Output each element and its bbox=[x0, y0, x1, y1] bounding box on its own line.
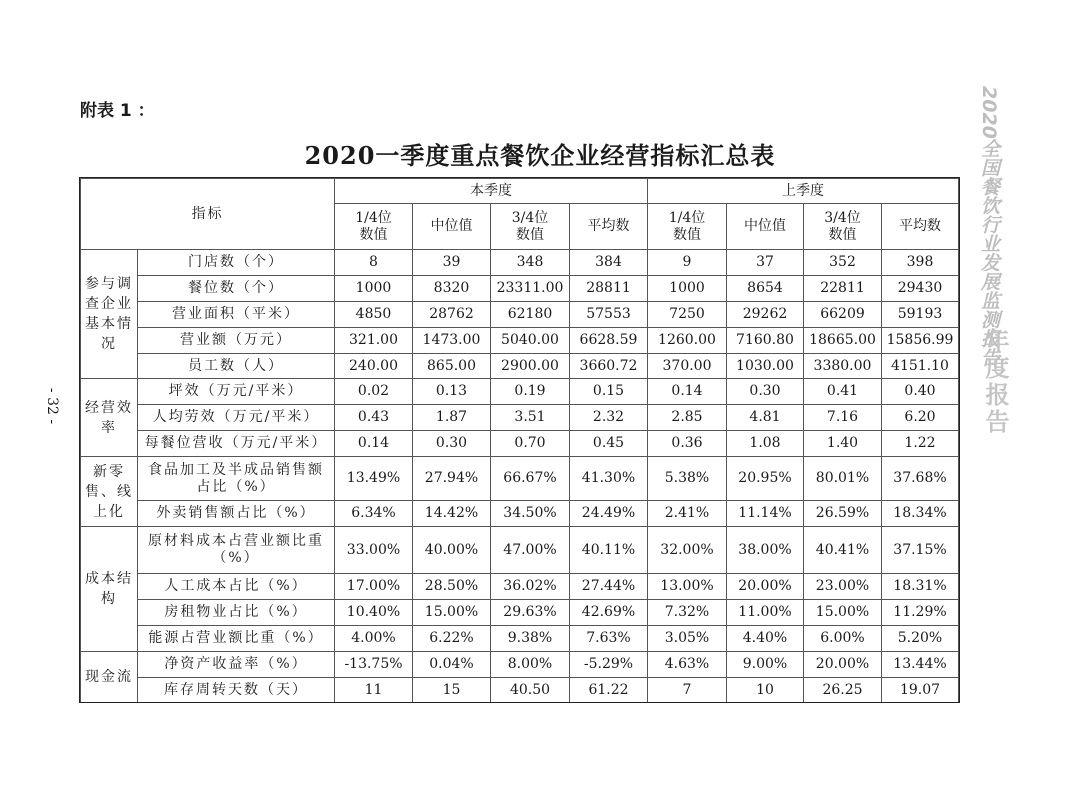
value-cell: 26.59% bbox=[804, 501, 882, 527]
value-cell: 29262 bbox=[727, 301, 804, 327]
value-cell: 2900.00 bbox=[491, 353, 570, 379]
value-cell: 28811 bbox=[570, 275, 648, 301]
value-cell: 22811 bbox=[804, 275, 882, 301]
table-title: 2020一季度重点餐饮企业经营指标汇总表 bbox=[304, 141, 776, 170]
page-number: - 32 - bbox=[44, 387, 61, 425]
value-cell: 348 bbox=[491, 250, 570, 276]
value-cell: 29.63% bbox=[491, 599, 570, 625]
value-cell: 29430 bbox=[882, 275, 959, 301]
table-row bbox=[81, 599, 959, 625]
value-cell: 1.87 bbox=[413, 405, 491, 431]
value-cell: 40.11% bbox=[570, 527, 648, 574]
value-cell: 1000 bbox=[335, 275, 413, 301]
column-subheader: 3/4位 数值 bbox=[804, 204, 882, 250]
value-cell: 865.00 bbox=[413, 353, 491, 379]
table-row bbox=[81, 501, 959, 527]
value-cell: 11.14% bbox=[727, 501, 804, 527]
column-subheader: 中位值 bbox=[413, 204, 491, 250]
value-cell: 62180 bbox=[491, 301, 570, 327]
value-cell: 23311.00 bbox=[491, 275, 570, 301]
value-cell: 0.15 bbox=[570, 379, 648, 405]
indicator-cell: 门店数（个） bbox=[138, 250, 335, 276]
side-banner-year: 年度报告 bbox=[981, 328, 1010, 436]
value-cell: 14.42% bbox=[413, 501, 491, 527]
appendix-label: 附表 1 ： bbox=[80, 101, 155, 121]
value-cell: 5.20% bbox=[882, 625, 959, 651]
table-row bbox=[81, 457, 959, 501]
column-subheader: 平均数 bbox=[570, 204, 648, 250]
table-row bbox=[81, 353, 959, 379]
value-cell: 8.00% bbox=[491, 651, 570, 677]
indicator-cell: 每餐位营收（万元/平米） bbox=[138, 431, 335, 457]
value-cell: 7.16 bbox=[804, 405, 882, 431]
value-cell: 8 bbox=[335, 250, 413, 276]
value-cell: 7 bbox=[648, 677, 727, 703]
indicator-cell: 坪效（万元/平米） bbox=[138, 379, 335, 405]
value-cell: 80.01% bbox=[804, 457, 882, 501]
indicator-cell: 营业面积（平米） bbox=[138, 301, 335, 327]
value-cell: 7250 bbox=[648, 301, 727, 327]
value-cell: -13.75% bbox=[335, 651, 413, 677]
value-cell: 3.51 bbox=[491, 405, 570, 431]
value-cell: 6.00% bbox=[804, 625, 882, 651]
category-cell: 现金流 bbox=[81, 651, 138, 703]
value-cell: 4151.10 bbox=[882, 353, 959, 379]
value-cell: 15 bbox=[413, 677, 491, 703]
value-cell: 4.81 bbox=[727, 405, 804, 431]
indicator-cell: 原材料成本占营业额比重 （%） bbox=[138, 527, 335, 574]
value-cell: 0.02 bbox=[335, 379, 413, 405]
value-cell: 1000 bbox=[648, 275, 727, 301]
indicator-cell: 营业额（万元） bbox=[138, 327, 335, 353]
indicator-cell: 员工数（人） bbox=[138, 353, 335, 379]
current-quarter-header: 本季度 bbox=[335, 179, 648, 204]
value-cell: 40.41% bbox=[804, 527, 882, 574]
indicator-cell: 人工成本占比（%） bbox=[138, 574, 335, 600]
column-subheader: 1/4位 数值 bbox=[648, 204, 727, 250]
indicator-cell: 库存周转天数（天） bbox=[138, 677, 335, 703]
value-cell: 0.30 bbox=[727, 379, 804, 405]
side-banner-text: 2020全国餐饮行业发展监测报告 bbox=[978, 86, 1000, 367]
value-cell: 57553 bbox=[570, 301, 648, 327]
value-cell: 384 bbox=[570, 250, 648, 276]
column-subheader: 1/4位 数值 bbox=[335, 204, 413, 250]
value-cell: 15.00% bbox=[804, 599, 882, 625]
value-cell: 27.44% bbox=[570, 574, 648, 600]
value-cell: 18665.00 bbox=[804, 327, 882, 353]
indicator-cell: 外卖销售额占比（%） bbox=[138, 501, 335, 527]
table-row bbox=[81, 431, 959, 457]
value-cell: 6.20 bbox=[882, 405, 959, 431]
table-row bbox=[81, 327, 959, 353]
indicator-cell: 食品加工及半成品销售额 占比（%） bbox=[138, 457, 335, 501]
value-cell: 40.00% bbox=[413, 527, 491, 574]
value-cell: 37.15% bbox=[882, 527, 959, 574]
value-cell: 0.04% bbox=[413, 651, 491, 677]
indicator-cell: 餐位数（个） bbox=[138, 275, 335, 301]
value-cell: 8654 bbox=[727, 275, 804, 301]
value-cell: 1.08 bbox=[727, 431, 804, 457]
value-cell: 1260.00 bbox=[648, 327, 727, 353]
table-row bbox=[81, 527, 959, 574]
table-row bbox=[81, 301, 959, 327]
value-cell: 0.30 bbox=[413, 431, 491, 457]
value-cell: 352 bbox=[804, 250, 882, 276]
table-row bbox=[81, 275, 959, 301]
value-cell: 20.95% bbox=[727, 457, 804, 501]
value-cell: 1.22 bbox=[882, 431, 959, 457]
value-cell: 41.30% bbox=[570, 457, 648, 501]
value-cell: 5.38% bbox=[648, 457, 727, 501]
table-row bbox=[81, 379, 959, 405]
value-cell: 1473.00 bbox=[413, 327, 491, 353]
indicator-header: 指标 bbox=[81, 179, 335, 250]
value-cell: 0.41 bbox=[804, 379, 882, 405]
category-cell: 成本结 构 bbox=[81, 527, 138, 652]
value-cell: 13.44% bbox=[882, 651, 959, 677]
value-cell: 19.07 bbox=[882, 677, 959, 703]
value-cell: 42.69% bbox=[570, 599, 648, 625]
value-cell: 13.00% bbox=[648, 574, 727, 600]
summary-table bbox=[80, 178, 959, 703]
indicator-cell: 能源占营业额比重（%） bbox=[138, 625, 335, 651]
value-cell: 0.13 bbox=[413, 379, 491, 405]
indicator-cell: 净资产收益率（%） bbox=[138, 651, 335, 677]
value-cell: 26.25 bbox=[804, 677, 882, 703]
value-cell: 0.70 bbox=[491, 431, 570, 457]
column-subheader: 3/4位 数值 bbox=[491, 204, 570, 250]
value-cell: 15856.99 bbox=[882, 327, 959, 353]
value-cell: 11.29% bbox=[882, 599, 959, 625]
value-cell: 1.40 bbox=[804, 431, 882, 457]
value-cell: 23.00% bbox=[804, 574, 882, 600]
value-cell: 2.32 bbox=[570, 405, 648, 431]
value-cell: 5040.00 bbox=[491, 327, 570, 353]
value-cell: 17.00% bbox=[335, 574, 413, 600]
table-row bbox=[81, 250, 959, 276]
value-cell: 59193 bbox=[882, 301, 959, 327]
value-cell: 37 bbox=[727, 250, 804, 276]
value-cell: 240.00 bbox=[335, 353, 413, 379]
value-cell: 66.67% bbox=[491, 457, 570, 501]
value-cell: 0.36 bbox=[648, 431, 727, 457]
value-cell: 28762 bbox=[413, 301, 491, 327]
value-cell: 20.00% bbox=[727, 574, 804, 600]
value-cell: 10 bbox=[727, 677, 804, 703]
value-cell: 7.63% bbox=[570, 625, 648, 651]
value-cell: 6628.59 bbox=[570, 327, 648, 353]
value-cell: 37.68% bbox=[882, 457, 959, 501]
category-cell: 参与调 查企业 基本情 况 bbox=[81, 250, 138, 379]
table-row bbox=[81, 574, 959, 600]
value-cell: 7.32% bbox=[648, 599, 727, 625]
value-cell: 2.85 bbox=[648, 405, 727, 431]
category-cell: 新零 售、线 上化 bbox=[81, 457, 138, 527]
value-cell: 39 bbox=[413, 250, 491, 276]
indicator-cell: 人均劳效（万元/平米） bbox=[138, 405, 335, 431]
value-cell: 0.43 bbox=[335, 405, 413, 431]
value-cell: 36.02% bbox=[491, 574, 570, 600]
value-cell: 34.50% bbox=[491, 501, 570, 527]
value-cell: -5.29% bbox=[570, 651, 648, 677]
previous-quarter-header: 上季度 bbox=[648, 179, 959, 204]
value-cell: 3.05% bbox=[648, 625, 727, 651]
value-cell: 40.50 bbox=[491, 677, 570, 703]
value-cell: 13.49% bbox=[335, 457, 413, 501]
value-cell: 6.22% bbox=[413, 625, 491, 651]
value-cell: 0.14 bbox=[648, 379, 727, 405]
table-row bbox=[81, 625, 959, 651]
value-cell: 4.40% bbox=[727, 625, 804, 651]
table-row bbox=[81, 405, 959, 431]
value-cell: 0.19 bbox=[491, 379, 570, 405]
category-cell: 经营效 率 bbox=[81, 379, 138, 457]
value-cell: 3380.00 bbox=[804, 353, 882, 379]
value-cell: 0.40 bbox=[882, 379, 959, 405]
value-cell: 10.40% bbox=[335, 599, 413, 625]
value-cell: 33.00% bbox=[335, 527, 413, 574]
value-cell: 9.38% bbox=[491, 625, 570, 651]
value-cell: 32.00% bbox=[648, 527, 727, 574]
value-cell: 8320 bbox=[413, 275, 491, 301]
value-cell: 0.14 bbox=[335, 431, 413, 457]
value-cell: 9 bbox=[648, 250, 727, 276]
value-cell: 28.50% bbox=[413, 574, 491, 600]
table-row bbox=[81, 651, 959, 677]
value-cell: 4.63% bbox=[648, 651, 727, 677]
indicator-cell: 房租物业占比（%） bbox=[138, 599, 335, 625]
value-cell: 18.34% bbox=[882, 501, 959, 527]
value-cell: 24.49% bbox=[570, 501, 648, 527]
value-cell: 15.00% bbox=[413, 599, 491, 625]
value-cell: 18.31% bbox=[882, 574, 959, 600]
column-subheader: 平均数 bbox=[882, 204, 959, 250]
value-cell: 6.34% bbox=[335, 501, 413, 527]
value-cell: 0.45 bbox=[570, 431, 648, 457]
value-cell: 3660.72 bbox=[570, 353, 648, 379]
value-cell: 2.41% bbox=[648, 501, 727, 527]
value-cell: 47.00% bbox=[491, 527, 570, 574]
value-cell: 7160.80 bbox=[727, 327, 804, 353]
table-row bbox=[81, 677, 959, 703]
value-cell: 1030.00 bbox=[727, 353, 804, 379]
value-cell: 370.00 bbox=[648, 353, 727, 379]
value-cell: 398 bbox=[882, 250, 959, 276]
value-cell: 11.00% bbox=[727, 599, 804, 625]
value-cell: 20.00% bbox=[804, 651, 882, 677]
value-cell: 66209 bbox=[804, 301, 882, 327]
value-cell: 4.00% bbox=[335, 625, 413, 651]
value-cell: 61.22 bbox=[570, 677, 648, 703]
value-cell: 11 bbox=[335, 677, 413, 703]
value-cell: 4850 bbox=[335, 301, 413, 327]
side-banner bbox=[976, 86, 1012, 446]
value-cell: 321.00 bbox=[335, 327, 413, 353]
value-cell: 9.00% bbox=[727, 651, 804, 677]
value-cell: 27.94% bbox=[413, 457, 491, 501]
value-cell: 38.00% bbox=[727, 527, 804, 574]
column-subheader: 中位值 bbox=[727, 204, 804, 250]
